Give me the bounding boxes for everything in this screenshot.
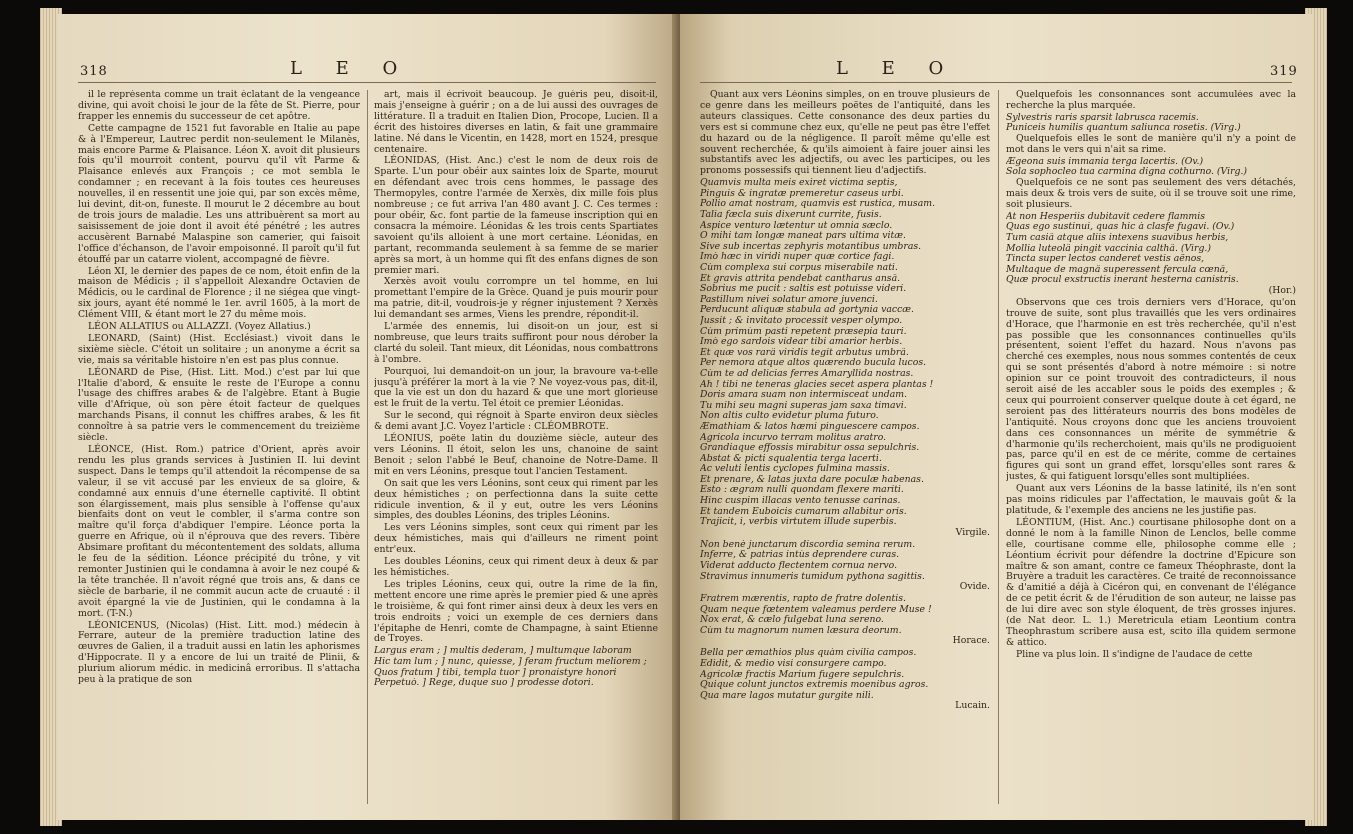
paragraph: LÉONTIUM, (Hist. Anc.) courtisane philosophe dont on a donné le nom à la famille Ninon de Lenclos, belle comme elle, courtisane comme elle, philosophe comme elle ; Léontium écrivit pour défendre la doctrine d'Epicure son maître & son amant, contre ce fameux Théophraste, dont la Bruyère a traduit les caractères. Ce traité de reconnoissance & d'amitié a déjà à Cicéron qui, en convenant de l'élégance de ce petit écrit & de l'érudition de son auteur, ne laisse pas de lui dire avec son style éloquent, de très grosses injures. (de Nat deor. L. 1.) Meretricula etiam Leontium contra Theophrastum scribere ausa est, scito illa quidem sermone & attico.	[1006, 516, 1296, 648]
paragraph: Pourquoi, lui demandoit-on un jour, la bravoure va-t-elle jusqu'à préférer la mort à la vie ? Ne voyez-vous pas, dit-il, que la vie est un don du hazard & que une mort glorieuse est le fruit de la vertu. Tel étoit ce premier Léonidas.	[374, 365, 658, 410]
verse-line: Aspice venturo lætentur ut omnia sæclo.	[700, 220, 893, 231]
verse-line: Et quæ vos rarâ viridis tegit arbutus umbrâ.	[700, 347, 909, 358]
verse-line: Puniceis humilis quantum saliunca rosetis. (Virg.)	[1006, 123, 1241, 134]
verse-line: Tu mihi seu magni superas jam saxa timavi.	[700, 400, 907, 411]
verse-line: Quam neque fœtentem valeamus perdere Muse !	[700, 604, 932, 615]
paragraph: Sur le second, qui régnoit à Sparte environ deux siècles & demi avant J.C. Voyez l'article : CLÉOMBROTE.	[374, 410, 658, 433]
paragraph: LÉON ALLATIUS ou ALLAZZI. (Voyez Allatius.)	[88, 321, 311, 333]
verse-line: Multaque de magnâ superessent fercula cœnâ,	[1006, 264, 1229, 275]
paragraph: Quelquefois les consonnances sont accumulées avec la recherche la plus marquée.	[1006, 90, 1296, 111]
verse-line: Qua mare lagos mutatur gurgite nili.	[700, 690, 874, 701]
page-number: 319	[1270, 64, 1298, 79]
attribution: Lucain.	[955, 700, 990, 712]
verse-line: Non benè junctarum discordia semina rerum.	[700, 539, 916, 550]
verse-line: Agricolæ fractis Marium fugere sepulchris.	[700, 669, 905, 680]
verse-line: Doris amara suam non intermisceat undam.	[700, 390, 908, 401]
verse-line: Imò ego sardois videar tibi amarior herbis.	[700, 337, 903, 348]
paragraph: Xerxès avoit voulu corrompre un tel homme, en lui promettant l'empire de la Grèce. Quand je puis mourir pour ma patrie, dit-il, voudrois-je y régner injustement ? Xerxès lui demandant ses armes, Viens les prendre, répondit-il.	[374, 276, 658, 321]
verse-line: Viderat adducto flectentem cornua nervo.	[700, 560, 898, 571]
paragraph: Les triples Léonins, ceux qui, outre la rime de la fin, mettent encore une rime après le premier pied & une après le troisième, & qui font rimer ainsi deux à deux les vers en trois endroits ; voici un exemple de ces derniers dans l'épitaphe de Henri, comte de Champagne, à saint Etienne de Troyes.	[374, 578, 658, 645]
attribution: Horace.	[952, 635, 990, 647]
verse-line: Nox erat, & cælo fulgebat luna sereno.	[700, 615, 884, 626]
verse-line: Quique colunt junctos extremis moenibus agros.	[700, 680, 929, 691]
verse-line: Edidit, & medio visi consurgere campo.	[700, 658, 887, 669]
verse-line: Cùm primùm pasti repetent præsepia tauri.	[700, 326, 907, 337]
running-header: L E O	[836, 58, 958, 79]
verse-line: O mihi tam longæ maneat pars ultima vitæ.	[700, 231, 906, 242]
verse-line: Esto : ægram nulli quondam flexere mariti.	[700, 485, 904, 496]
paragraph: LÉONARD de Pise, (Hist. Litt. Mod.) c'est par lui que l'Italie d'abord, & ensuite le reste de l'Europe a connu l'usage des chiffres arabes & de l'algèbre. Etant à Bugie ville d'Afrique, où son père étoit facteur de quelques marchands Pisans, il connut les chiffres arabes, & les fit connoître à sa patrie vers le commencement du treizième siècle.	[78, 366, 360, 444]
verse-line: Tincta super lectos canderet vestis aënos,	[1006, 254, 1205, 265]
verse-line: Cùm tu magnorum numen læsura deorum.	[700, 625, 902, 636]
left-page	[58, 14, 680, 820]
paragraph: On sait que les vers Léonins, sont ceux qui riment par les deux hémistiches ; on perfectionna dans la suite cette ridicule invention, & il y eut, outre les vers Léonins simples, des doubles Léonins, des triples Léonins.	[374, 477, 658, 522]
paragraph: LÉONCE, (Hist. Rom.) patrice d'Orient, après avoir rendu les plus grands services à Justinien II. lui devint suspect. Dans le temps qu'il attendoit la récompense de sa valeur, il se vit accusé par les envieux de sa gloire, & condamné aux ennuis d'une éternelle captivité. Il obtint son élargissement, mais plus sensible à l'offense qu'aux bienfaits dont on veut le combler, il s'arma contre son maître qu'il força d'abdiquer l'empire. Léonce porta la guerre en Afrique, où il n'éprouva que des revers. Tibère Absimare profitant du mécontentement des soldats, alluma le feu de la sédition. Léonce précipité du trône, y vit remonter Justinien qui le condamna à avoir le nez coupé & la tête tranchée. Il n'avoit régné que trois ans, & dans ce siècle de barbarie, il ne commit aucun acte de cruauté : il avoit épargné la vie de Justinien, qui le condamna à la mort. (T-N.)	[78, 444, 360, 619]
verse-line: Inferre, & patrias intùs deprendere curas.	[700, 550, 900, 561]
verse-line: At non Hesperiis dubitavit cedere flammis	[1006, 211, 1205, 222]
paragraph: art, mais il écrivoit beaucoup. Je guéris peu, disoit-il, mais j'enseigne à guérir ; on a de lui aussi des ouvrages de littérature. Il a traduit en Italien Dion, Procope, Lucien. Il a écrit des histoires diverses en latin, & fait une grammaire latine. Né dans le Vicentin, en 1428, mort en 1524, presque centenaire.	[374, 90, 658, 155]
paragraph: Quelquefois elles le sont de manière qu'il n'y a point de mot dans le vers qui n'ait sa rime.	[1006, 133, 1296, 155]
verse-line: Sobrius me pucit : saltis est potuisse videri.	[700, 284, 907, 295]
verse-line: Quas ego sustinui, quas hic à clasfe fugavi. (Ov.)	[1006, 222, 1235, 233]
verse-line: Hinc cuspim illacas vento tenusse carinas.	[700, 496, 901, 507]
verse-line: Sive sub incertas zephyris motantibus umbras.	[700, 241, 922, 252]
verse-line: Et gravis attrita pendebat cantharus ansâ.	[700, 273, 901, 284]
attribution: Virgile.	[955, 526, 990, 538]
paragraph: LEONARD, (Saint) (Hist. Ecclésiast.) vivoit dans le sixième siècle. C'étoit un solitaire ; un anonyme a écrit sa vie, mais sa véritable histoire n'en est pas plus connue.	[78, 332, 360, 366]
header-rule	[700, 82, 1292, 83]
verse-line: Perpetuò. ] Rege, duque suo ] prodesse dotori.	[374, 678, 594, 689]
verse-line: Largus eram ; ] multis dederam, ] multumque laboram	[374, 646, 632, 657]
paragraph: L'armée des ennemis, lui disoit-on un jour, est si nombreuse, que leurs traits suffiront pour nous dérober la clarté du soleil. Tant mieux, dit Léonidas, nous combattrons à l'ombre.	[374, 321, 658, 365]
verse-line: Ah ! tibi ne teneras glacies secet aspera plantas !	[700, 379, 934, 390]
page-number: 318	[80, 64, 108, 79]
left-column-1	[78, 90, 360, 818]
verse-line: Talia fæcla suis dixerunt currite, fusis.	[700, 210, 882, 221]
right-column-2	[1006, 90, 1296, 818]
paragraph: Quant aux vers Léonins de la basse latinité, ils n'en sont pas moins ridicules par l'affectation, le mauvais goût & la platitude, & l'exemple des anciens ne les justifie pas.	[1006, 483, 1296, 516]
verse-line: Bella per æmathios plus quàm civilia campos.	[700, 648, 917, 659]
running-header: L E O	[290, 58, 412, 79]
verse-line: Pastillum nivei solatur amore juvenci.	[700, 294, 878, 305]
verse-line: Et prenare, & latas juxta dare poculæ habenas.	[700, 474, 924, 485]
paragraph: Observons que ces trois derniers vers d'Horace, qu'on trouve de suite, sont plus travaillés que les vers ordinaires d'Horace, que l'harmonie en est très recherchée, qu'il n'est pas possible que les consonnances continuelles qu'ils présentent, soient l'effet du hazard. Nous n'avons pas cherché ces exemples, nous nous sommes contentés de ceux qui se sont présentés d'abord à notre mémoire : si notre opinion sur ce point trouvoit des contradicteurs, il nous seroit aisé de les accabler sous le poids des exemples ; & ceux qui pourroient conserver quelque doute à cet égard, ne seroient pas des littérateurs nourris des bons modèles de l'antiquité. Nous croyons donc que les anciens trouvoient dans ces consonnances un mérite de symmétrie & d'harmonie qu'ils recherchoient, mais qu'ils ne prodiguoient pas, parce qu'il en est de ce mérite, comme de certaines figures qui sont un grand effet, lorsqu'elles sont rares & justes, & qui fatiguent lorsqu'elles sont multipliées.	[1006, 296, 1296, 483]
header-rule	[78, 82, 656, 83]
verse-line: Æmathiam & latos hæmi pinguescere campos.	[700, 421, 920, 432]
verse-line: Quamvis multa meis exiret victima septis,	[700, 178, 898, 189]
attribution: Ovide.	[959, 581, 990, 593]
paragraph: Les doubles Léonins, ceux qui riment deux à deux & par les hémistiches.	[374, 556, 658, 578]
verse-line: Pinguis & ingratæ premeretur caseus urbi.	[700, 188, 904, 199]
verse-line: Sylvestris raris sparsit labrusca racemis.	[1006, 112, 1199, 123]
paragraph: LÉONIUS, poëte latin du douzième siècle, auteur des vers Léonins. Il étoit, selon les uns, chanoine de saint Benoit ; selon l'abbé le Beuf, chanoine de Notre-Dame. Il mit en vers Léonins, presque tout l'ancien Testament.	[374, 433, 658, 477]
verse-line: Et tandem Euboicis cumarum allabitur oris.	[700, 506, 907, 517]
verse-line: Agricola incurvo terram molitus aratro.	[700, 432, 887, 443]
right-page	[680, 14, 1312, 820]
paragraph: Léon XI, le dernier des papes de ce nom, étoit enfin de la maison de Médicis ; il s'appelloit Alexandre Octavien de Médicis, ou le cardinal de Florence ; il ne siégea que vingt-six jours, ayant été nommé le 1er. avril 1605, à la mort de Clément VIII, & étant mort le 27 du même mois.	[78, 265, 360, 321]
verse-line: Quæ procul exstructis inerant hesterna canistris.	[1006, 275, 1239, 286]
verse-line: Perducunt aliquæ stabula ad gortynia vaccæ.	[700, 305, 914, 316]
verse-line: Ægeona suis immania terga lacertis. (Ov.)	[1006, 156, 1204, 167]
paragraph: Pline va plus loin. Il s'indigne de l'audace de cette	[1016, 648, 1253, 660]
verse-line: Sola sophocleo tua carmina digna cothurno. (Virg.)	[1006, 167, 1248, 178]
verse-line: Mollia luteolâ pingit vaccinia calthâ. (Virg.)	[1006, 243, 1211, 254]
paragraph: Cette campagne de 1521 fut favorable en Italie au pape & à l'Empereur, Lautrec perdit non-seulement le Milanès, mais encore Parme & Plaisance. Léon X. avoit dit plusieurs fois qu'il mourroit content, pourvu qu'il vît Parme & Plaisance enlevés aux François ; ce mot sembla le condamner ; en recevant à la fois toutes ces heureuses nouvelles, il en ressentit une joie qui, par son excès même, lui devint, dit-on, funeste. Il mourut le 2 décembre au bout de trois jours de maladie. Les uns attribuèrent sa mort au saisissement de joie dont il avoit été pénétré ; les autres accusèrent Barnabé Malaspine son camerier, qui faisoit l'office d'échanson, de l'avoir empoisonné. Il paroît qu'il fut étouffé par un catarre violent, accompagné de fièvre.	[78, 122, 360, 265]
paragraph: Les vers Léonins simples, sont ceux qui riment par les deux hémistiches, mais qui d'ailleurs ne riment point entr'eux.	[374, 522, 658, 556]
verse-line: Tum casiâ atque aliis intexens suavibus herbis,	[1006, 232, 1229, 243]
verse-line: Cùm complexa sui corpus miserabile nati.	[700, 263, 898, 273]
column-separator	[367, 90, 368, 804]
paragraph: LÉONIDAS, (Hist. Anc.) c'est le nom de deux rois de Sparte. L'un pour obéir aux saintes loix de Sparte, mourut en défendant avec trois cens hommes, le passage des Thermopyles, contre l'armée de Xerxès, dix mille fois plus nombreuse ; ce fut arriva l'an 480 avant J. C. Ces termes : pour obéir, &c. font partie de la fameuse inscription qui en consacra la mémoire. Léonidas & les trois cents Spartiates savoient qu'ils alloient à une mort certaine. Léonidas, en partant, recommanda seulement à sa femme de se marier après sa mort, à un homme qui fît des enfans dignes de son premier mari.	[374, 155, 658, 276]
paragraph: LÉONICENUS, (Nicolas) (Hist. Litt. mod.) médecin à Ferrare, auteur de la première traduction latine des œuvres de Galien, il a traduit aussi en latin les aphorismes d'Hippocrate. Il y a encore de lui un traité de Plinii, & plurium aliorum médic. in medicinâ erroribus. Il s'attacha peu à la pratique de son	[78, 619, 360, 686]
verse-line: Pollio amat nostram, quamvis est rustica, musam.	[700, 199, 936, 210]
paragraph: Quant aux vers Léonins simples, on en trouve plusieurs de ce genre dans les meilleurs poëtes de l'antiquité, dans les auteurs classiques. Cette consonance des deux parties du vers est si commune chez eux, qu'elle ne peut pas être l'effet du hazard ou de la négligence. Il paroît même qu'elle est souvent recherchée, & qu'ils aimoient à faire jouer ainsi les substantifs avec les adjectifs, ou avec les participes, ou les pronoms possessifs qui tiennent lieu d'adjectifs.	[700, 90, 990, 177]
verse-line: Stravimus innumeris tumidum pythona sagittis.	[700, 571, 925, 582]
left-column-2	[374, 90, 658, 818]
verse-line: Hic tam lum ; ] nunc, quiesse, ] feram fructum meliorem ;	[374, 656, 647, 667]
verse-line: Cùm te ad delicias ferres Amaryllida nostras.	[700, 368, 914, 379]
paragraph: Quelquefois ce ne sont pas seulement des vers détachés, mais deux & trois vers de suite, où il se trouve soit une rime, soit plusieurs.	[1006, 177, 1296, 210]
verse-line: Imò hæc in viridi nuper quæ cortice fagi.	[700, 252, 895, 263]
verse-line: Abstat & picti squalentia terga lacerti.	[700, 453, 882, 464]
verse-line: Ac veluti lentis cyclopes fulmina massis.	[700, 464, 890, 475]
verse-line: Quos fratum ] tibi, templa tuor ] pronaistyre honori	[374, 667, 617, 678]
verse-line: Jussit ; & invitato processit vesper olympo.	[700, 315, 903, 326]
verse-line: Fratrem mærentis, rapto de fratre dolentis.	[700, 594, 906, 605]
verse-line: Non altis culto evidetur pluma futuro.	[700, 411, 879, 422]
verse-line: Grandiaque effossis mirabitur ossa sepulchris.	[700, 443, 920, 454]
attribution: (Hor.)	[1268, 284, 1296, 296]
verse-line: Per nemora atque altos quærendo bucula lucos.	[700, 358, 927, 369]
column-separator	[998, 90, 999, 804]
right-column-1	[700, 90, 990, 818]
verse-line: Trajicit, i, verbis virtutem illude superbis.	[700, 517, 897, 528]
paragraph: il le représenta comme un trait éclatant de la vengeance divine, qui avoit choisi le jour de la fête de St. Pierre, pour frapper les ennemis du successeur de cet apôtre.	[78, 90, 360, 122]
